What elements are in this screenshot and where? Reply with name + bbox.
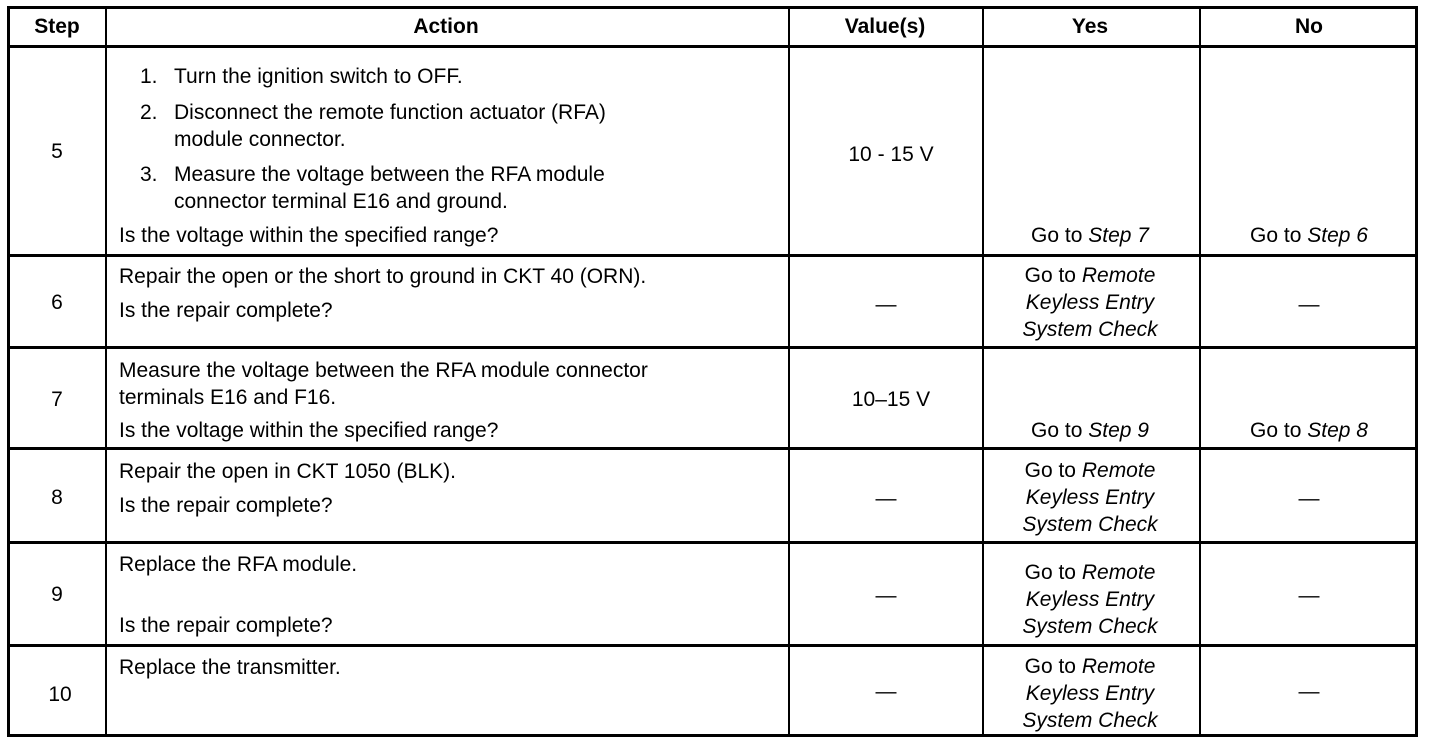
action-text: connector terminal E16 and ground.: [174, 190, 508, 213]
action-question: Is the voltage within the specified range?: [119, 419, 499, 442]
row-divider: [10, 447, 1415, 450]
action-text: Replace the transmitter.: [119, 656, 341, 679]
action-text: Turn the ignition switch to OFF.: [174, 65, 463, 88]
column-divider: [788, 9, 790, 734]
action-text: Replace the RFA module.: [119, 553, 358, 576]
action-text: Disconnect the remote function actuator (RFA): [174, 101, 606, 124]
value-cell: —: [875, 584, 897, 607]
step-number: 10: [48, 683, 72, 706]
no-cell: Go to Step 8: [1250, 419, 1368, 442]
header-values: Value(s): [844, 15, 926, 38]
row-divider: [10, 45, 1415, 48]
action-text: terminals E16 and F16.: [119, 386, 337, 409]
header-step: Step: [34, 15, 80, 38]
action-text: Repair the open or the short to ground in CKT 40 (ORN).: [119, 265, 647, 288]
value-cell: 10–15 V: [851, 388, 931, 411]
step-number: 8: [51, 486, 63, 509]
header-yes: Yes: [1071, 15, 1109, 38]
step-number: 9: [51, 583, 63, 606]
action-item-number: 1.: [140, 65, 158, 88]
header-no: No: [1295, 15, 1323, 38]
diagnostic-table: [7, 6, 1418, 737]
no-cell: —: [1298, 293, 1320, 316]
action-text: Measure the voltage between the RFA module: [174, 163, 605, 186]
column-divider: [1199, 9, 1201, 734]
yes-cell: Go to Step 7: [1031, 224, 1149, 247]
action-question: Is the repair complete?: [119, 299, 333, 322]
yes-cell: Go to Remote Keyless Entry System Check: [1022, 264, 1158, 341]
action-question: Is the voltage within the specified range?: [119, 224, 499, 247]
no-cell: —: [1298, 680, 1320, 703]
no-cell: —: [1298, 487, 1320, 510]
value-cell: —: [875, 487, 897, 510]
no-cell: —: [1298, 584, 1320, 607]
action-question: Is the repair complete?: [119, 494, 333, 517]
action-question: Is the repair complete?: [119, 614, 333, 637]
value-cell: —: [875, 680, 897, 703]
step-number: 7: [51, 388, 63, 411]
row-divider: [10, 541, 1415, 544]
yes-cell: Go to Step 9: [1031, 419, 1149, 442]
yes-cell: Go to Remote Keyless Entry System Check: [1022, 561, 1158, 638]
column-divider: [982, 9, 984, 734]
header-action: Action: [413, 15, 479, 38]
action-item-number: 3.: [140, 163, 158, 186]
action-item-number: 2.: [140, 101, 158, 124]
step-number: 5: [51, 140, 63, 163]
row-divider: [10, 644, 1415, 647]
step-number: 6: [51, 291, 63, 314]
action-text: module connector.: [174, 128, 346, 151]
value-cell: 10 - 15 V: [848, 143, 934, 166]
row-divider: [10, 346, 1415, 349]
column-divider: [105, 9, 107, 734]
action-text: Measure the voltage between the RFA module connector: [119, 359, 648, 382]
row-divider: [10, 254, 1415, 257]
action-text: Repair the open in CKT 1050 (BLK).: [119, 460, 456, 483]
value-cell: —: [875, 293, 897, 316]
no-cell: Go to Step 6: [1250, 224, 1368, 247]
yes-cell: Go to Remote Keyless Entry System Check: [1022, 459, 1158, 536]
yes-cell: Go to Remote Keyless Entry System Check: [1022, 655, 1158, 732]
